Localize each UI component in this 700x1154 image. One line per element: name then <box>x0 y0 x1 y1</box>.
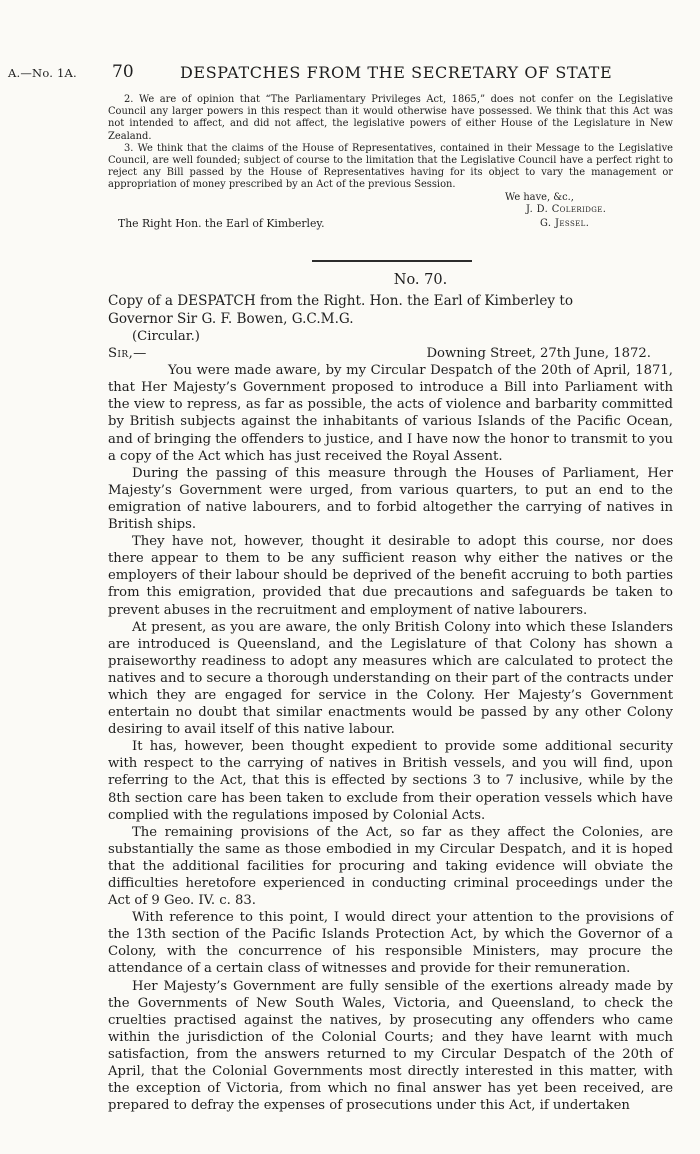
body-paragraph: During the passing of this measure through the Houses of Parliament, Her Majesty’s Government were urged, from various quarters, to put an end to the emigration of native labourers, and to forbid altogether the carrying of natives in British ships. <box>108 465 673 533</box>
running-title: DESPATCHES FROM THE SECRETARY OF STATE <box>180 63 613 82</box>
circular-label: (Circular.) <box>132 329 200 345</box>
despatch <box>108 272 673 1114</box>
salutation: Sir,— <box>108 346 147 362</box>
section-divider <box>312 260 472 262</box>
despatch-caption-recipient: Governor Sir G. F. Bowen, G.C.M.G. <box>108 311 354 328</box>
dateline: Downing Street, 27th June, 1872. <box>426 346 651 362</box>
addressee: The Right Hon. the Earl of Kimberley. <box>118 216 325 230</box>
closing-formula: We have, &c., <box>505 191 574 203</box>
body-paragraph: The remaining provisions of the Act, so far as they affect the Colonies, are substantially the same as those embodied in my Circular Despatch, and it is hoped that the additional facilities for procuring and taking evidence will obviate the difficulties heretofore experienced in conducting criminal proceedings under the Act of 9 Geo. IV. c. 83. <box>108 824 673 909</box>
signature-jessel: G. Jessel. <box>540 217 590 229</box>
body-paragraph: With reference to this point, I would direct your attention to the provisions of the 13th section of the Pacific Islands Protection Act, by which the Governor of a Colony, with the concurrence of his responsible Ministers, may procure the attendance of a certain class of witnesses and provide for their remuneration. <box>108 910 673 977</box>
body-paragraph: They have not, however, thought it desirable to adopt this course, nor does there appear to them to be any sufficient reason why either the natives or the employers of their labour should be deprived of the benefit accruing to both parties from this emigration, provided that due precautions and safeguards be taken to prevent abuses in the recruitment and employment of native labourers. <box>108 534 673 618</box>
body-paragraph: At present, as you are aware, the only British Colony into which these Islanders are introduced is Queensland, and the Legislature of that Colony has shown a praiseworthy readiness to adopt any measures which are calculated to protect the natives and to secure a thorough understanding on their part of the contracts under which they are engaged for service in the Colony. Her Majesty’s Government entertain no doubt that similar enactments would be passed by any other Colony desiring to avail itself of this native labour. <box>108 619 673 738</box>
body-paragraph: It has, however, been thought expedient to provide some additional security with respect to the carrying of natives in British vessels, and you will find, upon referring to the Act, that this is effected by sections 3 to 7 inclusive, while by the 8th section care has been taken to exclude from their operation vessels which have complied with the regulations imposed by Colonial Acts. <box>108 739 673 823</box>
page-number: 70 <box>112 62 134 82</box>
running-header <box>8 62 692 84</box>
salutation-line <box>108 345 673 362</box>
opinion-paragraph: 3. We think that the claims of the House of Representatives, contained in their Message to the Legislative Council, are well founded; subject of course to the limitation that the Legislative Council have a perfect right to reject any Bill passed by the House of Representatives having for its object to vary the management or appropriation of money prescribed by an Act of the previous Session. <box>108 142 673 191</box>
despatch-number: No. 70. <box>393 272 448 288</box>
despatch-body <box>108 362 673 1114</box>
paper-reference: A.—No. 1A. <box>8 66 77 80</box>
opinion-paragraph: 2. We are of opinion that “The Parliamentary Privileges Act, 1865,” does not confer on the Legislative Council any larger powers in this respect than it would otherwise have possessed. We think that this Act was not intended to affect, and did not affect, the legislative powers of either House of the Legislature in New Zealand. <box>108 94 673 142</box>
signature-block <box>108 192 673 248</box>
opinion-section <box>108 94 673 248</box>
body-paragraph: Her Majesty’s Government are fully sensible of the exertions already made by the Governments of New South Wales, Victoria, and Queensland, to check the cruelties practised against the natives, by prosecuting any offenders who came within the jurisdiction of the Colonial Courts; and they have learnt with much satisfaction, from the answers returned to my Circular Despatch of the 20th of April, that the Colonial Governments most directly interested in this matter, with the exception of Victoria, from which no final answer has yet been received, are prepared to defray the expenses of prosecutions under this Act, if undertaken <box>108 978 673 1114</box>
body-paragraph: You were made aware, by my Circular Despatch of the 20th of April, 1871, that Her Majesty’s Government proposed to introduce a Bill into Parliament with the view to repress, as far as possible, the acts of violence and barbarity committed by British subjects against the inhabitants of various Islands of the Pacific Ocean, and of bringing the offenders to justice, and I have now the honor to transmit to you a copy of the Act which has just received the Royal Assent. <box>108 363 673 464</box>
despatch-caption: Copy of a DESPATCH from the Right. Hon. the Earl of Kimberley to <box>108 293 574 310</box>
signature-coleridge: J. D. Coleridge. <box>526 203 607 215</box>
